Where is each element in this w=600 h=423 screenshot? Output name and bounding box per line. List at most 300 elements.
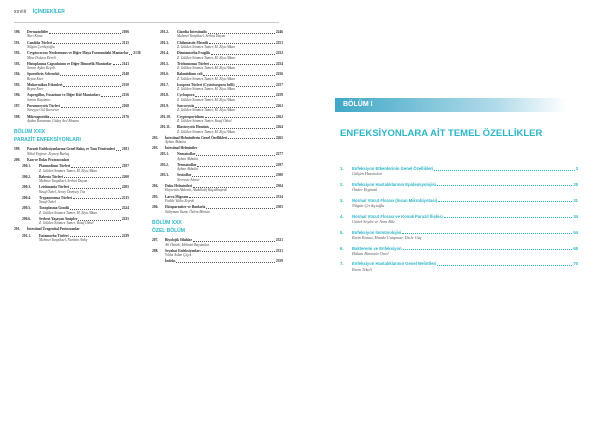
entry-number: 201.8.: [160, 93, 169, 98]
entry-title: Dermatofitler: [27, 30, 49, 34]
toc-entry[interactable]: [152, 259, 283, 263]
entry-body: [27, 115, 129, 124]
entry-number: 197.: [14, 103, 21, 108]
chapter-list: [340, 166, 578, 277]
dot-leader: [70, 188, 121, 189]
entry-body: [177, 51, 283, 60]
entry-author: Z. Gülden Sönmez Tamer, M. Ziya Alkan: [177, 108, 235, 113]
entry-number: 200.4.: [22, 195, 31, 200]
entry-page: 2297: [275, 162, 283, 167]
chapter-page: 70: [573, 261, 578, 267]
entry-title: Kan ve Doku Protozoonları: [27, 158, 70, 163]
toc-entry[interactable]: [152, 205, 283, 214]
entry-title: Balantidium coli: [177, 72, 203, 77]
entry-page: 2262: [275, 114, 283, 119]
toc-entry[interactable]: [14, 104, 129, 113]
entry-author: Mehmet Tanyüksel, Nurittin Ardıç: [39, 238, 88, 243]
chapter-item[interactable]: [340, 182, 578, 193]
entry-number: 201.3.: [160, 40, 169, 45]
entry-number: 201.9.: [160, 103, 169, 108]
entry-body: [39, 196, 129, 205]
entry-title: Sporothrix Schenckii: [27, 72, 60, 77]
toc-entry[interactable]: [152, 104, 283, 113]
chapter-number: 3.: [340, 197, 344, 203]
entry-page: 2251: [275, 40, 283, 45]
dot-leader: [210, 128, 275, 129]
entry-author: Semra Aşkın Keçeli: [27, 66, 56, 71]
entry-title: Cryptococcus Neoformans ve Diğer Maya Formundaki Mantarlar: [27, 51, 129, 56]
page-header: [14, 8, 65, 18]
section-banner: [335, 98, 567, 112]
entry-number: 201.7.: [160, 82, 169, 87]
dot-leader: [129, 54, 132, 55]
entry-author: Z. Gülden Sönmez Tamer, Yusuf Özbel: [177, 118, 232, 123]
entry-page: 2334: [275, 194, 283, 199]
entry-body: [27, 83, 129, 92]
entry-number: 200.6.: [22, 216, 31, 221]
entry-page: 2187: [121, 164, 129, 169]
entry-page: 2156: [121, 93, 129, 98]
entry-title: Doku Helmintleri: [165, 183, 193, 188]
entry-body: [27, 147, 129, 156]
entry-title: Histoplasma Capsulatum ve Diğer Dimorfik Mantarlar: [27, 61, 112, 66]
entry-page: 2359: [275, 259, 283, 264]
entry-author: Beyza Ener: [27, 87, 44, 92]
dot-leader: [195, 96, 274, 97]
entry-body: [177, 115, 283, 124]
dot-leader: [202, 251, 275, 252]
entry-page: 2106: [121, 30, 129, 34]
chapter-number: 4.: [340, 213, 344, 219]
entry-title: Trichomonas Türleri: [177, 61, 210, 66]
dot-leader: [113, 64, 121, 65]
entry-title: Nematodlar: [177, 152, 196, 157]
entry-page: 2168: [121, 103, 129, 108]
entry-body: [39, 175, 129, 184]
entry-number: 194.: [14, 72, 21, 77]
dot-leader: [203, 75, 274, 76]
dot-leader: [189, 197, 275, 198]
entry-author: Z. Gülden Sönmez Tamer, M. Ziya Alkan: [177, 55, 235, 60]
toc-entry[interactable]: [14, 185, 129, 194]
entry-number: 201.4.: [160, 51, 169, 56]
dot-leader: [402, 233, 572, 234]
dot-leader: [236, 86, 275, 87]
entry-title-line: [27, 227, 129, 231]
entry-title: Serbest Yaşayan Amipler: [39, 216, 78, 221]
dot-leader: [71, 167, 121, 168]
chapter-body: [352, 261, 578, 272]
entry-body: [177, 163, 283, 172]
toc-entry[interactable]: [14, 51, 141, 60]
toc-entry[interactable]: [14, 147, 129, 156]
toc-entry[interactable]: [14, 158, 129, 162]
toc-entry[interactable]: [152, 146, 283, 150]
chapter-author: Önder Ergönül: [352, 187, 378, 193]
entry-author: Yusuf Özbel, Seray Özensoy Töz: [39, 189, 86, 194]
toc-column-left: [14, 30, 141, 244]
entry-body: [27, 62, 129, 71]
dot-leader: [444, 217, 573, 218]
entry-page: 2254: [275, 61, 283, 66]
entry-author: Mine Doluca Dereli: [27, 55, 56, 60]
toc-column-middle: [152, 30, 283, 265]
entry-author: Semra Kuştimur: [27, 97, 51, 102]
entry-page: 2265: [275, 135, 283, 140]
entry-body: [165, 136, 283, 145]
dot-leader: [70, 209, 121, 210]
entry-body: [27, 41, 129, 50]
chapter-body: [352, 166, 578, 177]
toc-entry[interactable]: [14, 206, 129, 215]
entry-page: 2256: [275, 72, 283, 77]
entry-body: [27, 104, 129, 113]
entry-number: 201.10.: [160, 114, 171, 119]
entry-number: 207.: [152, 238, 159, 243]
chapter-body: [352, 230, 578, 241]
entry-body: [27, 158, 129, 162]
entry-title: Entamoeba Türleri: [39, 233, 69, 238]
dot-leader: [49, 33, 121, 34]
chapter-page: 34: [573, 213, 578, 219]
toc-entry[interactable]: [152, 125, 283, 134]
dot-leader: [61, 107, 121, 108]
toc-entry[interactable]: [14, 196, 129, 205]
chapter-page: 25: [573, 181, 578, 187]
chapter-page: 3: [575, 166, 578, 171]
chapter-author: Gönel Söylet ve Arzu Bile: [352, 219, 395, 225]
chapter-body: [352, 214, 578, 225]
entry-page: 2261: [275, 103, 283, 108]
chapter-body: [352, 246, 578, 257]
entry-title: İntestinal Helmintlerin Genel Özellikleri: [165, 135, 228, 140]
entry-author: Z. Gülden Sönmez Tamer, M. Ziya Alkan: [177, 97, 235, 102]
dot-leader: [437, 185, 572, 186]
chapter-author: Emin Kansu, Hande Canpınar, Dicle Güç: [352, 235, 422, 241]
dot-leader: [196, 155, 274, 156]
entry-page: 2224: [121, 206, 129, 211]
dot-leader: [176, 262, 274, 263]
entry-title: Mikrosporidia: [27, 114, 50, 119]
entry-number: 201.1.: [22, 233, 31, 238]
dot-leader: [73, 198, 121, 199]
toc-entry[interactable]: [14, 217, 129, 226]
entry-number: 200.3.: [22, 185, 31, 190]
entry-title: Sestodlar: [177, 173, 192, 178]
entry-number: 193.: [14, 61, 21, 66]
entry-title: Ektoparaziter ve Bunlarla: [165, 205, 206, 210]
dot-leader: [101, 96, 121, 97]
entry-title: İntestinal Ürogenital Protozoonlar: [27, 227, 80, 232]
entry-page: 2277: [275, 152, 283, 157]
entry-author: Beyza Ener: [27, 76, 44, 81]
entry-author: Yusuf Özbel: [39, 200, 56, 205]
dot-leader: [197, 166, 274, 167]
chapter-body: [352, 182, 578, 193]
entry-body: [177, 41, 283, 50]
toc-entry[interactable]: [152, 136, 283, 145]
entry-page: 2148: [121, 72, 129, 77]
toc-entry[interactable]: [152, 51, 283, 60]
entry-author: Ayhan Akbulut: [177, 167, 198, 172]
entry-author: Mehmet Tanyüksel, Serhat Dayan: [177, 34, 226, 39]
dot-leader: [211, 54, 275, 55]
entry-body: [39, 206, 129, 215]
toc-entry[interactable]: [14, 115, 129, 124]
entry-author: Z. Gülden Sönmez Tamer, M. Ziya Alkan: [39, 210, 97, 215]
toc-entry[interactable]: [152, 163, 283, 172]
chapter-number: 2.: [340, 181, 344, 187]
dot-leader: [403, 249, 573, 250]
entry-page: 2264: [275, 125, 283, 130]
chapter-author: Nilgün Çerikçioğlu: [352, 203, 385, 209]
toc-entry[interactable]: [152, 115, 283, 124]
entry-title: Sarcocystis: [177, 103, 195, 108]
entry-number: 200.2.: [22, 174, 31, 179]
chapter-page: 54: [573, 229, 578, 235]
toc-entry[interactable]: [152, 83, 283, 92]
entry-author: Z. Gülden Sönmez Tamer, M. Ziya Alkan: [177, 76, 235, 81]
entry-number: 190.: [14, 30, 21, 34]
entry-body: [177, 104, 283, 113]
entry-number: 201.11.: [160, 125, 171, 130]
chapter-number: 7.: [340, 261, 344, 267]
entry-author: Nevreste Ahmet: [177, 177, 200, 182]
entry-page: 2305: [275, 205, 283, 210]
chapter-number: 6.: [340, 245, 344, 251]
entry-page: 2235: [121, 216, 129, 221]
entry-title: Blastocystis Hominis: [177, 125, 209, 130]
toc-entry[interactable]: [152, 62, 283, 71]
entry-page: 2176: [121, 114, 129, 119]
entry-page: 2215: [121, 195, 129, 200]
toc-entry[interactable]: [14, 175, 129, 184]
entry-author: Nihal Erginer, Zeynep Barlaş: [27, 151, 70, 156]
entry-author: Yıldız Aslan Çiçek: [165, 253, 192, 258]
entry-number: 205.: [152, 194, 159, 199]
entry-body: [165, 259, 283, 263]
entry-number: 199.: [14, 147, 21, 152]
entry-author: Mehmet Tanyüksel, Serhat Dayan: [39, 179, 88, 184]
entry-number: 191.: [14, 40, 21, 45]
toc-entry[interactable]: [152, 173, 283, 182]
chapter-title: Enfeksiyon Hastalıklarının Epidemiyolojisi: [352, 181, 437, 187]
entry-body: [165, 146, 283, 150]
toc-entry[interactable]: [14, 41, 129, 50]
entry-number: [152, 259, 165, 263]
entry-body: [177, 72, 283, 81]
chapter-title: Enfeksiyon Hastalıklarının Genel Belirtileri: [352, 261, 437, 267]
entry-number: 204.: [152, 183, 159, 188]
chapter-item[interactable]: [340, 214, 578, 225]
section-title: ÖZEL BÖLÜM: [152, 228, 185, 235]
entry-author: Z. Gülden Sönmez Tamer, M. Ziya Alkan: [177, 129, 235, 134]
chapter-item[interactable]: [340, 230, 578, 241]
section-title: PARAZİT ENFEKSİYONLARI: [14, 137, 81, 144]
entry-number: 202.: [152, 135, 159, 140]
chapter-item[interactable]: [340, 261, 578, 272]
entry-body: [165, 249, 283, 258]
toc-entry[interactable]: [14, 30, 129, 39]
entry-body: [27, 30, 129, 39]
entry-title: Seyahat Enfeksiyonları: [165, 248, 201, 253]
entry-title: Toxoplasma Gondii: [39, 206, 69, 211]
toc-entry[interactable]: [14, 164, 129, 173]
chapter-number: 5.: [340, 229, 344, 235]
page-number: xxviii: [14, 9, 27, 15]
entry-title: Dientamoeba Fragilis: [177, 51, 211, 56]
entry-title-line: [27, 51, 141, 56]
section-label: BÖLÜM XXIX: [14, 129, 46, 136]
entry-author: Z. Gülden Sönmez Tamer, Yusuf Özbel: [39, 221, 94, 226]
entry-title: Biyolojik Silahlar: [165, 238, 193, 243]
entry-page: 2150: [121, 82, 129, 87]
chapter-title: Enfeksiyon Etkenlerinin Genel Özellikleri: [352, 166, 434, 171]
entry-page: 2130: [133, 51, 141, 56]
entry-page: 2252: [275, 51, 283, 56]
entry-author: Z. Gülden Sönmez Tamer, M. Ziya Alkan: [39, 168, 97, 173]
entry-title: Babesia Türleri: [39, 174, 63, 179]
running-title: İÇİNDEKİLER: [32, 9, 65, 15]
entry-title: Larva Migrans: [165, 194, 189, 199]
chapter-item[interactable]: [340, 246, 578, 257]
toc-entry[interactable]: [14, 234, 129, 243]
dot-leader: [206, 208, 275, 209]
entry-title: Trematodlar: [177, 162, 197, 167]
entry-title: Giardia İntestinalis: [177, 30, 207, 34]
chapter-page: 31: [573, 197, 578, 203]
entry-title: Leishmania Türleri: [39, 185, 69, 190]
toc-entry[interactable]: [152, 41, 283, 50]
chapter-number: 1.: [340, 166, 344, 171]
entry-number: 203.: [152, 146, 159, 151]
entry-number: 200.5.: [22, 206, 31, 211]
toc-entry[interactable]: [152, 93, 283, 102]
toc-entry[interactable]: [14, 83, 129, 92]
entry-author: Nilgün Çerikçioğlu: [27, 45, 55, 50]
toc-entry[interactable]: [14, 227, 129, 231]
entry-author: Fadile Yıldız Zeyrek: [165, 199, 195, 203]
entry-body: [165, 184, 283, 193]
chapter-author: Hakan Bartaria Ortel: [352, 250, 389, 256]
entry-page: 2321: [275, 238, 283, 243]
entry-number: 201.6.: [160, 72, 169, 77]
dot-leader: [437, 265, 572, 266]
entry-number: 203.1.: [160, 152, 169, 157]
section-banner-label: BÖLÜM I: [343, 101, 373, 108]
dot-leader: [434, 170, 574, 171]
entry-author: Z. Gülden Sönmez Tamer, M. Ziya Alkan: [177, 45, 235, 50]
entry-body: [177, 125, 283, 134]
chapter-title: Enfeksiyon İmmünolojisi: [352, 229, 402, 235]
dot-leader: [53, 43, 121, 44]
entry-author: Z. Gülden Sönmez Tamer, M. Ziya Alkan: [177, 87, 235, 92]
dot-leader: [60, 75, 120, 76]
entry-number: 200.1.: [22, 164, 31, 169]
entry-page: 2239: [121, 233, 129, 238]
entry-title: Cyclospora: [177, 93, 195, 98]
toc-entry[interactable]: [152, 184, 283, 193]
entry-body: [27, 227, 129, 231]
toc-entry[interactable]: [152, 72, 283, 81]
chapter-body: [352, 198, 578, 209]
dot-leader: [193, 241, 275, 242]
toc-entry[interactable]: [152, 152, 283, 161]
entry-page: 2331: [275, 248, 283, 253]
entry-body: [39, 234, 129, 243]
entry-number: 208.: [152, 248, 159, 253]
entry-title: Chilomastix Mesnili: [177, 40, 208, 45]
toc-entry[interactable]: [152, 30, 283, 39]
entry-title: Parazit Enfeksiyonlarına Genel Bakış ve Tanı Yöntemleri: [27, 147, 115, 152]
entry-title: Pneumocystis Türleri: [27, 103, 60, 108]
entry-author: Hayrettin Akdeniz, Abdullatif Küçükbayrak: [165, 188, 228, 193]
dot-leader: [192, 176, 274, 177]
chapter-item[interactable]: [340, 198, 578, 209]
entry-author: Ali Öztürk, Mehmet Bayazıtlar: [165, 242, 210, 247]
dot-leader: [438, 201, 572, 202]
toc-entry[interactable]: [152, 249, 283, 258]
entry-body: [165, 205, 283, 214]
dot-leader: [63, 86, 120, 87]
toc-entry[interactable]: [152, 195, 283, 204]
entry-body: [39, 185, 129, 194]
entry-body: [27, 93, 129, 102]
toc-entry[interactable]: [14, 93, 129, 102]
entry-body: [27, 51, 141, 60]
toc-entry[interactable]: [14, 62, 129, 71]
entry-title: İntestinal Helmintler: [165, 146, 198, 151]
entry-body: [177, 152, 283, 161]
entry-author: Nuri Kiraz: [27, 34, 43, 39]
entry-title-line: [165, 146, 283, 150]
entry-number: 206.: [152, 205, 159, 210]
entry-title-line: [27, 158, 129, 162]
chapter-author: Gülşen Hazırolan: [352, 171, 382, 177]
entry-number: 201.2.: [160, 30, 169, 34]
entry-number: 203.3.: [160, 173, 169, 178]
entry-author: Süleyman Yazar, Özlem Miman: [165, 209, 210, 214]
entry-body: [27, 72, 129, 81]
entry-author: Ayhan Akbulut: [165, 140, 186, 145]
entry-author: Süreyya Gül Yurtsever: [27, 108, 60, 113]
entry-number: 196.: [14, 93, 21, 98]
entry-title-line: [165, 259, 283, 263]
entry-page: 2304: [275, 183, 283, 188]
entry-title: Isospora Türleri (Cystoisospora belli): [177, 82, 235, 87]
entry-title: Mukormikoz Etkenleri: [27, 82, 63, 87]
part-title: ENFEKSİYONLARA AİT TEMEL ÖZELLİKLER: [340, 128, 543, 139]
toc-entry[interactable]: [14, 72, 129, 81]
entry-author: Aydan Karaman, Gülay Arıl Aksuna: [27, 118, 79, 123]
entry-page: 2259: [275, 93, 283, 98]
entry-page: 2205: [121, 185, 129, 190]
section-label: BÖLÜM XXX: [152, 220, 182, 227]
toc-entry[interactable]: [152, 238, 283, 247]
entry-page: 2181: [121, 147, 129, 152]
entry-title: Aspergillus, Fusarium ve Diğer Küf Mantarları: [27, 93, 100, 98]
entry-title: İndeks: [165, 259, 176, 264]
header-rule: [14, 22, 279, 23]
entry-number: 203.2.: [160, 162, 169, 167]
entry-page: 2257: [275, 82, 283, 87]
entry-title: Plasmodium Türleri: [39, 164, 71, 169]
entry-number: 200.: [14, 158, 21, 163]
chapter-item[interactable]: [340, 166, 578, 177]
entry-body: [177, 93, 283, 102]
entry-number: 201.: [14, 227, 21, 232]
entry-title: Candida Türleri: [27, 40, 53, 45]
